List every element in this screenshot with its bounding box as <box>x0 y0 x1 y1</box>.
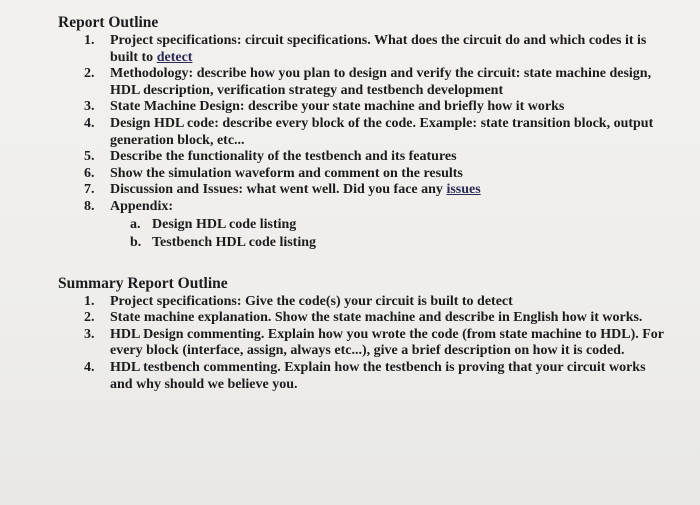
sub-item-text: Design HDL code listing <box>152 216 297 232</box>
item-text: HDL testbench commenting. Explain how the testbench is proving that your circuit works and why should we believe you. <box>110 359 646 392</box>
item-number: 2. <box>84 66 95 82</box>
appendix-sub-item <box>58 216 670 234</box>
list-item <box>58 99 670 116</box>
item-number: 1. <box>84 33 95 48</box>
list-item <box>58 182 670 199</box>
sub-item-letter: b. <box>130 234 142 250</box>
item-text: Describe the functionality of the testbench and its features <box>110 149 457 165</box>
item-text-main: Project specifications: circuit specifications. What does the circuit do and which codes it is built to <box>110 33 647 65</box>
report-outline-heading: Report Outline <box>58 14 159 31</box>
item-number: 1. <box>84 293 95 309</box>
item-number: 5. <box>84 149 95 165</box>
list-item <box>58 310 670 327</box>
item-number: 6. <box>84 165 95 181</box>
item-number: 8. <box>84 198 95 214</box>
item-text: Project specifications: Give the code(s) your circuit is built to detect <box>110 293 513 309</box>
item-text: Appendix: <box>110 198 174 214</box>
item-text <box>110 182 670 199</box>
item-text: State Machine Design: describe your state machine and briefly how it works <box>110 99 565 115</box>
sub-item-letter: a. <box>130 216 141 232</box>
item-number: 3. <box>84 326 95 342</box>
item-text: HDL Design commenting. Explain how you wrote the code (from state machine to HDL). For every block (interface, assign, always etc...), give a brief description on how it is coded. <box>110 326 664 359</box>
item-number: 7. <box>84 182 95 198</box>
item-text: Design HDL code: describe every block of the code. Example: state transition block, output generation block, etc... <box>110 115 654 148</box>
summary-outline-heading: Summary Report Outline <box>58 274 228 292</box>
list-item <box>58 294 670 311</box>
list-item <box>58 166 670 183</box>
item-text: State machine explanation. Show the state machine and describe in English how it works. <box>110 310 643 326</box>
detect-link[interactable]: detect <box>156 49 193 65</box>
list-item <box>58 66 670 99</box>
report-outline-list <box>58 33 670 216</box>
item-text: Methodology: describe how you plan to design and verify the circuit: state machine design, HDL description, verification strategy and testbench development <box>110 66 652 98</box>
item-number: 4. <box>84 359 95 375</box>
list-item <box>58 149 670 166</box>
list-item <box>58 360 670 393</box>
item-number: 4. <box>84 115 95 131</box>
item-number: 3. <box>84 99 95 115</box>
list-item <box>58 199 670 216</box>
list-item <box>58 327 670 360</box>
summary-outline-list <box>58 294 670 394</box>
item-text <box>110 33 670 66</box>
issues-link[interactable]: issues <box>446 182 481 198</box>
item-number: 2. <box>84 310 95 326</box>
list-item <box>58 33 670 66</box>
appendix-sub-item <box>58 234 670 252</box>
item-text: Show the simulation waveform and comment on the results <box>110 165 463 181</box>
list-item <box>58 116 670 149</box>
item-text-main: Discussion and Issues: what went well. Did you face any <box>110 182 447 198</box>
sub-item-text: Testbench HDL code listing <box>152 234 317 250</box>
